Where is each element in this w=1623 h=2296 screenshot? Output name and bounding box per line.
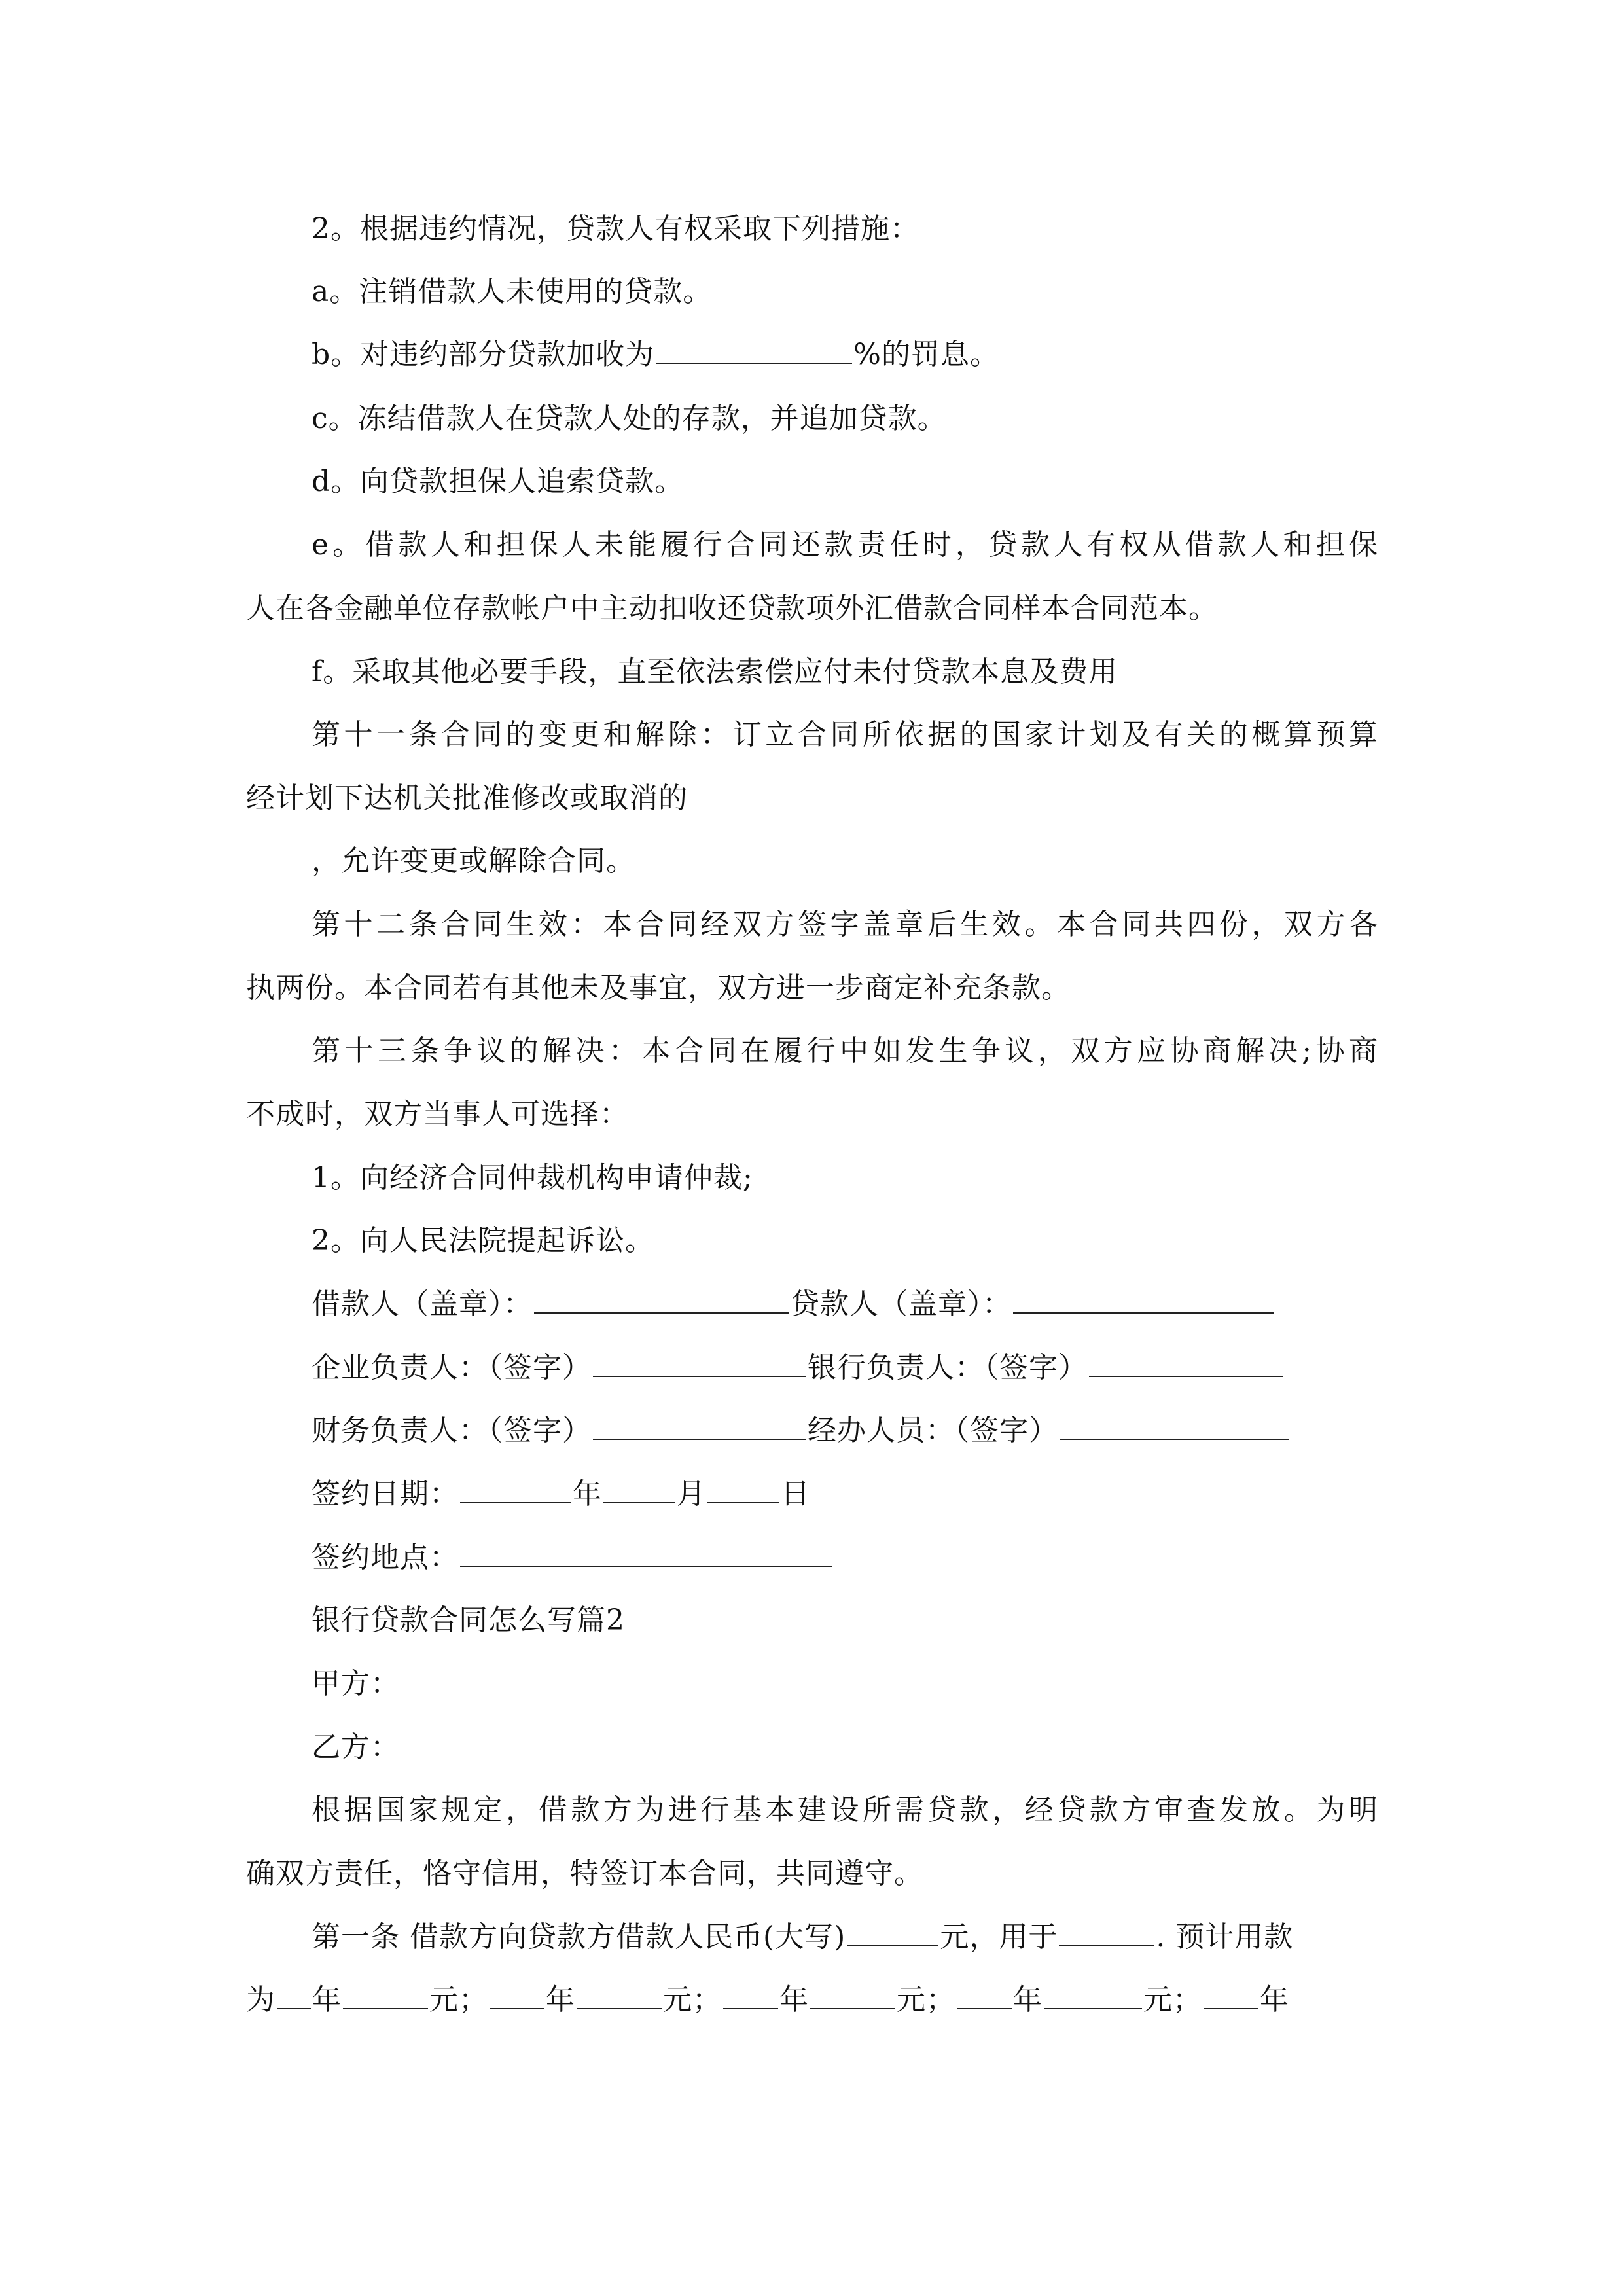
blank-field	[343, 1982, 428, 2009]
enterprise-head-label: 企业负责人：（签字）	[312, 1351, 592, 1384]
article-one-line-2	[246, 1981, 1289, 2020]
text-line: 不成时，双方当事人可选择：	[246, 1098, 629, 1131]
text-segment: 为	[246, 1983, 276, 2017]
text-segment: b。对违约部分贷款加收为	[312, 338, 655, 371]
text-line: e。借款人和担保人未能履行合同还款责任时，贷款人有权从借款人和担保	[312, 528, 1378, 562]
text-line: 经计划下达机关批准修改或取消的	[246, 781, 688, 815]
sign-date-label: 签约日期：	[312, 1477, 459, 1511]
blank-field	[1204, 1982, 1258, 2009]
blank-field	[577, 1982, 662, 2009]
article-one-line	[312, 1918, 1293, 1957]
lender-seal-label: 贷款人（盖章）：	[791, 1287, 1012, 1321]
signature-line	[312, 1348, 1284, 1388]
blank-field	[277, 1982, 311, 2009]
year-label: 年	[1013, 1983, 1043, 2017]
year-label: 年	[779, 1983, 809, 2017]
party-a-label: 甲方：	[312, 1667, 400, 1700]
blank-field	[460, 1476, 571, 1503]
yuan-label: 元；	[1143, 1983, 1202, 2017]
text-line	[312, 335, 1378, 374]
year-label: 年	[1260, 1983, 1289, 2017]
text-line: 确双方责任，恪守信用，特签订本合同，共同遵守。	[246, 1857, 923, 1890]
year-label: 年	[573, 1477, 602, 1511]
blank-field	[534, 1286, 789, 1314]
text-segment: . 预计用款	[1156, 1920, 1294, 1954]
text-segment: %的罚息。	[853, 338, 999, 371]
text-segment: 第一条 借款方向贷款方借款人民币(大写)	[312, 1920, 846, 1954]
blank-field	[1013, 1286, 1274, 1314]
handler-label: 经办人员：（签字）	[808, 1414, 1058, 1447]
finance-head-label: 财务负责人：（签字）	[312, 1414, 592, 1447]
text-line: 2。根据违约情况，贷款人有权采取下列措施：	[312, 212, 919, 245]
text-line: c。冻结借款人在贷款人处的存款，并追加贷款。	[312, 402, 947, 435]
text-line: 执两份。本合同若有其他未及事宜，双方进一步商定补充条款。	[246, 971, 1071, 1005]
blank-field	[707, 1476, 779, 1503]
blank-field	[847, 1919, 938, 1946]
blank-field	[490, 1982, 544, 2009]
blank-field	[1060, 1412, 1289, 1440]
bank-head-label: 银行负责人：（签字）	[808, 1351, 1088, 1384]
year-label: 年	[312, 1983, 342, 2017]
yuan-label: 元；	[429, 1983, 488, 2017]
text-line: 1。向经济合同仲裁机构申请仲裁;	[312, 1161, 753, 1194]
blank-field	[957, 1982, 1012, 2009]
text-line: d。向贷款担保人追索贷款。	[312, 465, 685, 498]
borrower-seal-label: 借款人（盖章）：	[312, 1287, 533, 1321]
blank-field	[723, 1982, 778, 2009]
yuan-label: 元；	[897, 1983, 955, 2017]
text-line: f。采取其他必要手段，直至依法索偿应付未付贷款本息及费用	[312, 655, 1118, 689]
blank-field	[593, 1350, 806, 1377]
blank-field	[460, 1539, 832, 1567]
blank-field	[593, 1412, 806, 1440]
day-label: 日	[781, 1477, 810, 1511]
text-segment: 元，用于	[940, 1920, 1058, 1954]
blank-field	[1059, 1919, 1154, 1946]
party-b-label: 乙方：	[312, 1731, 400, 1764]
text-line: 根据国家规定，借款方为进行基本建设所需贷款，经贷款方审查发放。为明	[312, 1793, 1378, 1827]
blank-field	[810, 1982, 895, 2009]
text-line: a。注销借款人未使用的贷款。	[312, 275, 713, 308]
blank-field	[1044, 1982, 1142, 2009]
sign-place-line	[312, 1538, 833, 1577]
text-line: 人在各金融单位存款帐户中主动扣收还贷款项外汇借款合同样本合同范本。	[246, 592, 1218, 625]
sign-place-label: 签约地点：	[312, 1541, 459, 1574]
text-line: 第十三条争议的解决：本合同在履行中如发生争议，双方应协商解决;协商	[312, 1034, 1378, 1067]
text-line: 第十一条合同的变更和解除：订立合同所依据的国家计划及有关的概算预算	[312, 718, 1378, 751]
section-title: 银行贷款合同怎么写篇2	[312, 1604, 625, 1637]
signature-line	[312, 1411, 1290, 1450]
month-label: 月	[677, 1477, 706, 1511]
blank-field	[1089, 1350, 1283, 1377]
text-line: 2。向人民法院提起诉讼。	[312, 1224, 654, 1257]
blank-field	[603, 1476, 675, 1503]
sign-date-line	[312, 1475, 810, 1514]
yuan-label: 元；	[663, 1983, 722, 2017]
text-line: 第十二条合同生效：本合同经双方签字盖章后生效。本合同共四份，双方各	[312, 908, 1378, 941]
text-line: ，允许变更或解除合同。	[312, 844, 635, 878]
signature-line	[312, 1285, 1275, 1324]
year-label: 年	[546, 1983, 575, 2017]
blank-field	[656, 336, 852, 364]
